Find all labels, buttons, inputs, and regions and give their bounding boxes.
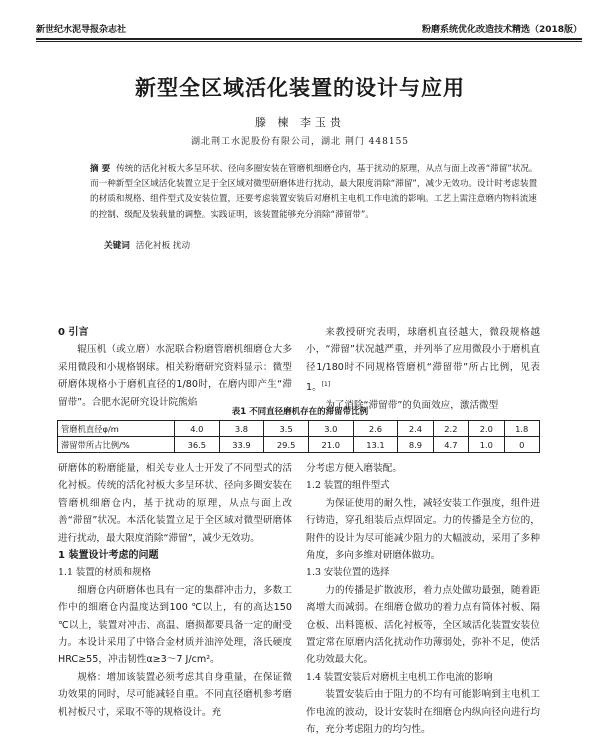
right-column-top	[306, 324, 540, 414]
table-cell: 13.1	[353, 437, 398, 453]
article-title: 新型全区域活化装置的设计与应用	[135, 76, 465, 100]
header-rule-thick	[36, 38, 582, 40]
subsection-heading-1-4: 1.4 装置安装后对磨机主电机工作电流的影响	[306, 671, 493, 683]
article-affiliation: 湖北荆工水泥股份有限公司，湖北 荆门 448155	[190, 137, 410, 147]
table-row-header: 管磨机直径φ/m	[58, 421, 175, 437]
body-paragraph: 细磨仓内研磨体也具有一定的集群冲击力，多数工作中的细磨仓内温度达到100 ℃以上，有的高达150 ℃以上，装置对冲击、高温、磨损都要具备一定的耐受力。本设计采用了中铬合金材质并油淬处理，洛氏硬度HRC≥55，冲击韧性α≥3～7 J/cm²。	[58, 584, 292, 666]
table-cell: 2.0	[469, 421, 504, 437]
table-cell: 3.5	[264, 421, 309, 437]
subsection-heading-1-2: 1.2 装置的组件型式	[306, 480, 390, 492]
header-collection: 粉磨系统优化改造技术精选（2018版）	[421, 25, 582, 35]
table-cell: 29.5	[264, 437, 309, 453]
data-table	[57, 420, 540, 453]
body-paragraph: 规格：增加该装置必须考虑其自身重量，在保证微功效果的同时，尽可能减轻自重。不同直径磨机参考磨机衬板尺寸，采取不等的规格设计。充	[58, 671, 292, 718]
table-cell: 8.9	[398, 437, 433, 453]
table-cell: 36.5	[175, 437, 220, 453]
table-cell: 33.9	[219, 437, 264, 453]
body-paragraph: 分考虑方便入磨装配。	[306, 463, 402, 474]
table-cell: 21.0	[308, 437, 353, 453]
table-cell: 2.4	[398, 421, 433, 437]
intro-cont-text: 来教授研究表明，球磨机直径越大，微段规格越小，“滞留”状况越严重，并列举了应用微段小于磨机直径1/180时不同规格管磨机“滞留带”所占比例，见表1。	[306, 327, 540, 394]
section-heading-1: 1 装置设计考虑的问题	[58, 550, 159, 562]
body-paragraph: 装置安装后由于阻力的不均有可能影响到主电机工作电流的波动，设计安装时在细磨仓内纵向径向进行均布，充分考虑阻力的均匀性。	[306, 689, 540, 736]
table-caption: 表1 不同直径磨机存在的滞留带比例	[231, 407, 369, 417]
header-journal: 新世纪水泥导报杂志社	[36, 25, 127, 35]
left-column-bottom	[58, 460, 292, 721]
body-paragraph: 力的传播是扩散波形，着力点处做功最强，随着距离增大而减弱。在细磨仓做功的着力点有筒体衬板、隔仓板、出料篦板、活化衬板等，全区域活化装置安装位置定常在原磨内活化扰动作功薄弱处，弥补不足，使活化功效最大化。	[306, 584, 540, 666]
abstract	[90, 162, 538, 223]
keywords	[104, 239, 190, 251]
table-cell: 1.8	[504, 421, 540, 437]
table-cell: 4.0	[175, 421, 220, 437]
right-column-bottom	[306, 460, 540, 739]
table-row	[58, 421, 540, 437]
article-authors: 滕 楝 李玉贵	[255, 116, 345, 129]
body-paragraph: 为保证使用的耐久性，减轻安装工作强度，组件进行铸造，穿孔组装后点焊固定。力的传播是全方位的，附件的设计为尽可能减少阻力的大幅波动，采用了多种角度，多向多维对研磨体做功。	[306, 497, 540, 562]
abstract-text: 传统的活化衬板大多呈环状、径向多圈安装在管磨机细磨仓内，基于扰动的原理，从点与面上改善“滞留”状况。而一种新型全区域活化装置立足于全区域对微型研磨体进行扰动，最大限度消除“滞留”，减少无效功。设计时考虑装置的材质和规格、组件型式及安装位置，还要考虑装置安装后对磨机主电机工作电流的影响。工艺上需注意磨内物料流速的控制、级配及装载量的调整。实践证明，该装置能够充分消除“滞留带”。	[90, 164, 538, 220]
table-row	[58, 437, 540, 453]
keywords-label: 关键词	[104, 241, 130, 251]
header-rule-thin	[36, 41, 582, 42]
running-header	[36, 22, 582, 36]
table-cell: 3.8	[219, 421, 264, 437]
table-cell: 2.6	[353, 421, 398, 437]
section-heading-intro: 0 引言	[58, 327, 89, 338]
intro-paragraph-2: 为了消除“滞留带”的负面效应，激活微型	[325, 399, 499, 411]
table-cell: 2.2	[433, 421, 468, 437]
keywords-text: 活化衬板 扰动	[135, 241, 191, 251]
body-paragraph: 研磨体的粉磨能量，相关专业人士开发了不同型式的活化衬板。传统的活化衬板大多呈环状、径向多圈安装在管磨机细磨仓内，基于扰动的原理，从点与面上改善“滞留”状况。本活化装置立足于全区域对微型研磨体进行扰动，最大限度消除“滞留”，减少无效功。	[58, 463, 292, 544]
intro-paragraph: 辊压机（或立磨）水泥联合粉磨管磨机细磨仓大多采用微段和小规格钢球。相关粉磨研究资料显示：微型研磨体规格小于磨机直径的1/80时，在磨内即产生“滞留带”。合肥水泥研究设计院熊焰	[58, 344, 292, 408]
table-cell: 0	[504, 437, 540, 453]
table-cell: 1.0	[469, 437, 504, 453]
table-row-header: 滞留带所占比例/%	[58, 437, 175, 453]
subsection-heading-1-3: 1.3 安装位置的选择	[306, 567, 390, 579]
abstract-label: 摘 要	[90, 164, 111, 174]
subsection-heading-1-1: 1.1 装置的材质和规格	[58, 567, 151, 579]
citation-ref: [1]	[321, 381, 331, 389]
left-column-top	[58, 324, 292, 411]
table-cell: 4.7	[433, 437, 468, 453]
table-cell: 3.0	[308, 421, 353, 437]
intro-paragraph-cont	[306, 324, 540, 397]
